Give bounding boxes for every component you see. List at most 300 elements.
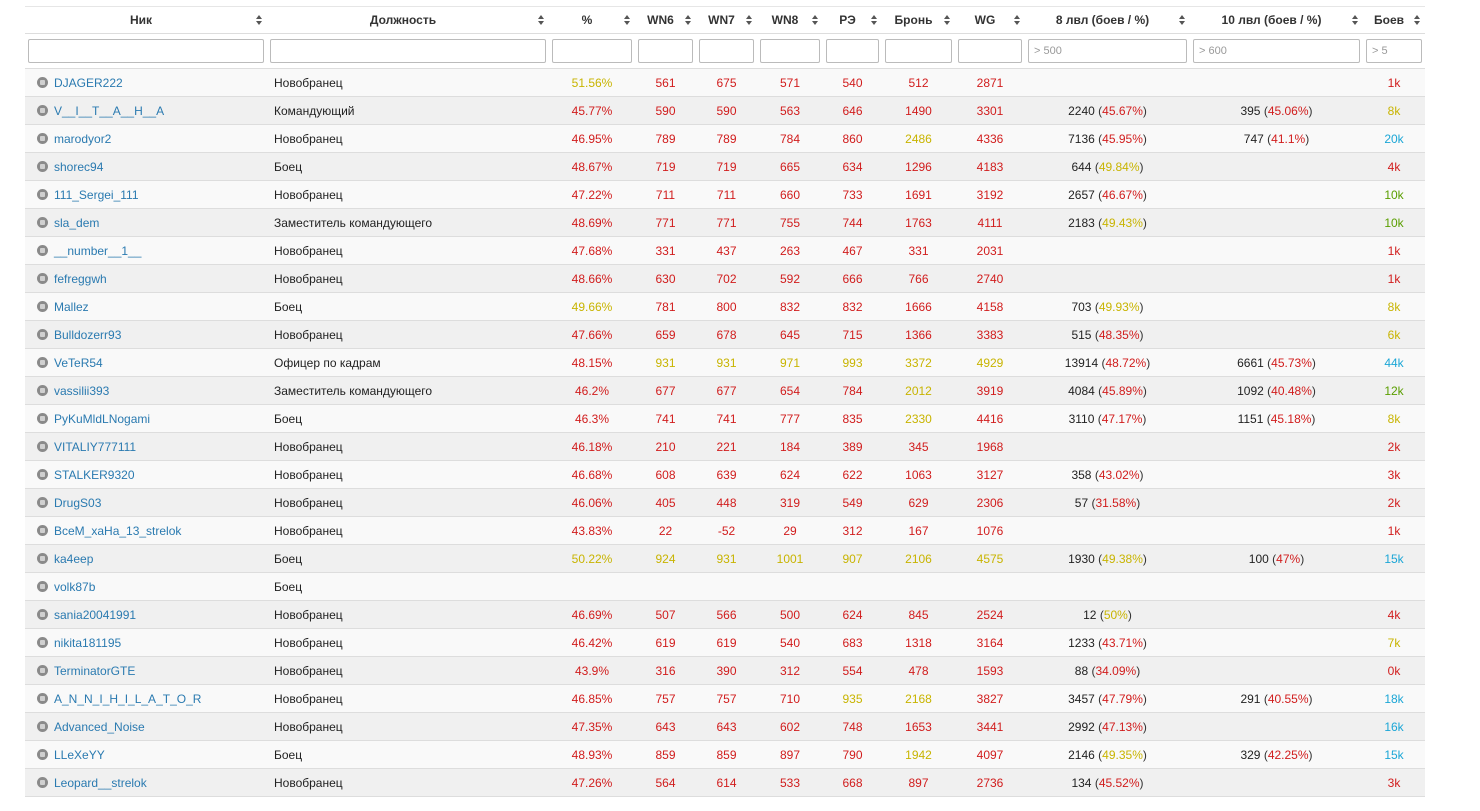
tank-icon xyxy=(37,777,48,788)
role-text: Боец xyxy=(274,159,303,174)
winrate-value: 50.22% xyxy=(571,551,613,566)
role-text: Боец xyxy=(274,579,303,594)
efficiency-value: 540 xyxy=(842,75,863,90)
cell-efficiency xyxy=(823,377,882,405)
battles-value: 7k xyxy=(1387,635,1401,650)
filter-role-input[interactable] xyxy=(270,39,546,63)
role-text: Новобранец xyxy=(274,187,343,202)
column-header-tier8[interactable]: 8 лвл (боев / %) xyxy=(1025,7,1190,34)
column-header-armor[interactable]: Бронь xyxy=(882,7,955,34)
wn7-value: 711 xyxy=(716,187,737,202)
cell-winrate xyxy=(549,265,635,293)
filter-tier10-input[interactable] xyxy=(1193,39,1360,63)
cell-tier10 xyxy=(1190,573,1363,601)
wn6-value: 608 xyxy=(655,467,676,482)
wn8-value: 755 xyxy=(779,215,801,230)
armor-value: 845 xyxy=(908,607,929,622)
tank-icon xyxy=(37,217,48,228)
cell-wn6 xyxy=(635,545,696,573)
wg-value: 4336 xyxy=(976,131,1004,146)
tier10-winrate: 47% xyxy=(1276,551,1301,566)
tank-icon xyxy=(37,385,48,396)
winrate-value: 48.66% xyxy=(571,271,613,286)
column-header-wn7[interactable]: WN7 xyxy=(696,7,757,34)
cell-tier10 xyxy=(1190,517,1363,545)
player-link[interactable]: 111_Sergei_111 xyxy=(54,187,139,202)
cell-efficiency xyxy=(823,629,882,657)
wg-value: 2306 xyxy=(976,495,1004,510)
cell-wn7 xyxy=(696,741,757,769)
cell-nick xyxy=(25,405,267,433)
battles-value: 1k xyxy=(1387,75,1401,90)
player-link[interactable]: STALKER9320 xyxy=(54,467,135,482)
role-text: Командующий xyxy=(274,103,355,118)
cell-nick xyxy=(25,377,267,405)
tier10-winrate: 45.18% xyxy=(1270,411,1312,426)
table-row xyxy=(25,517,1425,545)
tank-icon xyxy=(37,497,48,508)
table-row xyxy=(25,545,1425,573)
tier8-battles: 88 xyxy=(1074,663,1089,678)
role-text: Боец xyxy=(274,411,303,426)
cell-tier8: 12 (50%) xyxy=(1025,601,1190,629)
winrate-value: 45.77% xyxy=(571,103,613,118)
wn7-value: -52 xyxy=(717,523,736,538)
winrate-value: 46.3% xyxy=(574,411,610,426)
cell-role xyxy=(267,97,549,125)
wg-value: 1593 xyxy=(976,663,1004,678)
header-row xyxy=(25,7,1425,34)
wn6-value: 564 xyxy=(655,775,676,790)
column-header-tier10[interactable]: 10 лвл (боев / %) xyxy=(1190,7,1363,34)
tank-icon xyxy=(37,525,48,536)
cell-tier8: 358 (43.02%) xyxy=(1025,461,1190,489)
cell-efficiency xyxy=(823,321,882,349)
filter-tier8-input[interactable] xyxy=(1028,39,1187,63)
cell-wg xyxy=(955,237,1025,265)
tank-icon xyxy=(37,469,48,480)
wg-value: 3919 xyxy=(976,383,1004,398)
cell-role xyxy=(267,209,549,237)
wn7-value: 639 xyxy=(716,467,737,482)
battles-value: 3k xyxy=(1387,467,1401,482)
cell-efficiency xyxy=(823,69,882,97)
tier8-battles: 2240 xyxy=(1068,103,1095,118)
player-link[interactable]: sla_dem xyxy=(54,215,100,230)
cell-role xyxy=(267,153,549,181)
wn6-value: 619 xyxy=(655,635,676,650)
cell-wn8 xyxy=(757,741,823,769)
cell-armor xyxy=(882,405,955,433)
winrate-value: 46.42% xyxy=(571,635,613,650)
armor-value: 345 xyxy=(908,439,929,454)
wn7-value: 590 xyxy=(716,103,737,118)
cell-winrate xyxy=(549,685,635,713)
wn8-value: 29 xyxy=(783,523,797,538)
role-text: Новобранец xyxy=(274,607,343,622)
wg-value: 1076 xyxy=(976,523,1004,538)
role-text: Новобранец xyxy=(274,719,343,734)
table-row xyxy=(25,265,1425,293)
tier8-battles: 13914 xyxy=(1064,355,1099,370)
battles-value: 15k xyxy=(1384,551,1404,566)
cell-wn8 xyxy=(757,545,823,573)
wn8-value: 602 xyxy=(779,719,801,734)
cell-armor xyxy=(882,741,955,769)
cell-wg xyxy=(955,629,1025,657)
cell-winrate xyxy=(549,433,635,461)
cell-nick xyxy=(25,349,267,377)
cell-winrate xyxy=(549,657,635,685)
cell-wn6 xyxy=(635,181,696,209)
cell-wn6 xyxy=(635,69,696,97)
tier10-battles: 100 xyxy=(1248,551,1269,566)
tank-icon xyxy=(37,609,48,620)
wg-value: 2524 xyxy=(976,607,1004,622)
cell-wn8 xyxy=(757,377,823,405)
cell-armor xyxy=(882,209,955,237)
table-row xyxy=(25,153,1425,181)
player-link[interactable]: volk87b xyxy=(54,579,96,594)
cell-armor xyxy=(882,433,955,461)
wn8-value: 832 xyxy=(779,299,801,314)
cell-efficiency xyxy=(823,713,882,741)
cell-winrate xyxy=(549,125,635,153)
cell-battles xyxy=(1363,657,1425,685)
player-link[interactable]: Leopard__strelok xyxy=(54,775,147,790)
armor-value: 2168 xyxy=(905,691,932,706)
cell-nick xyxy=(25,601,267,629)
winrate-value: 48.67% xyxy=(571,159,613,174)
battles-value: 0k xyxy=(1387,663,1401,678)
player-link[interactable]: shorec94 xyxy=(54,159,104,174)
player-link[interactable]: A_N_N_I_H_I_L_A_T_O_R xyxy=(54,691,202,706)
sort-icon xyxy=(1014,15,1021,25)
player-link[interactable]: PyKuMldLNogami xyxy=(54,411,151,426)
tier8-battles: 703 xyxy=(1071,299,1092,314)
tank-icon xyxy=(37,413,48,424)
wn6-value: 771 xyxy=(655,215,676,230)
wn7-value: 719 xyxy=(716,159,737,174)
cell-nick xyxy=(25,713,267,741)
player-link[interactable]: DJAGER222 xyxy=(54,75,123,90)
sort-icon xyxy=(1414,15,1421,25)
wn7-value: 614 xyxy=(716,775,737,790)
cell-efficiency xyxy=(823,685,882,713)
player-link[interactable]: __number__1__ xyxy=(54,243,142,258)
cell-wn6 xyxy=(635,769,696,797)
efficiency-value: 935 xyxy=(842,691,863,706)
cell-winrate xyxy=(549,377,635,405)
winrate-value: 48.93% xyxy=(571,747,613,762)
sort-icon xyxy=(685,15,692,25)
cell-wn7 xyxy=(696,573,757,601)
cell-nick xyxy=(25,237,267,265)
table-row xyxy=(25,769,1425,797)
armor-value: 2330 xyxy=(905,411,932,426)
tier8-winrate: 47.79% xyxy=(1102,691,1143,706)
cell-efficiency xyxy=(823,573,882,601)
wn8-value: 1001 xyxy=(776,551,804,566)
wn6-value: 659 xyxy=(655,327,676,342)
tank-icon xyxy=(37,693,48,704)
cell-wn7 xyxy=(696,405,757,433)
tier8-winrate: 49.93% xyxy=(1098,299,1140,314)
cell-wn6 xyxy=(635,377,696,405)
filter-nick-input[interactable] xyxy=(28,39,264,63)
cell-wg xyxy=(955,293,1025,321)
efficiency-value: 784 xyxy=(842,383,863,398)
cell-wg xyxy=(955,153,1025,181)
battles-value: 2k xyxy=(1387,495,1401,510)
cell-winrate xyxy=(549,713,635,741)
cell-nick xyxy=(25,153,267,181)
armor-value: 1691 xyxy=(905,187,932,202)
cell-winrate xyxy=(549,97,635,125)
cell-armor xyxy=(882,237,955,265)
player-link[interactable]: marodyor2 xyxy=(54,131,112,146)
wg-value: 2031 xyxy=(976,243,1004,258)
cell-wn8 xyxy=(757,433,823,461)
cell-wn8 xyxy=(757,293,823,321)
tank-icon xyxy=(37,721,48,732)
cell-tier8: 88 (34.09%) xyxy=(1025,657,1190,685)
cell-tier10 xyxy=(1190,69,1363,97)
battles-value: 8k xyxy=(1387,411,1401,426)
cell-role xyxy=(267,517,549,545)
cell-tier8: 2992 (47.13%) xyxy=(1025,713,1190,741)
cell-tier8: 2183 (49.43%) xyxy=(1025,209,1190,237)
cell-efficiency xyxy=(823,741,882,769)
armor-value: 1318 xyxy=(905,635,932,650)
wn7-value: 757 xyxy=(716,691,737,706)
cell-winrate xyxy=(549,629,635,657)
player-link[interactable]: sania20041991 xyxy=(54,607,137,622)
player-link[interactable]: VITALIY777111 xyxy=(54,439,137,454)
cell-efficiency xyxy=(823,293,882,321)
tier8-battles: 12 xyxy=(1083,607,1097,622)
filter-wn6-input[interactable] xyxy=(638,39,693,63)
sort-icon xyxy=(256,15,263,25)
tier10-battles: 395 xyxy=(1240,103,1261,118)
cell-tier8 xyxy=(1025,517,1190,545)
cell-winrate xyxy=(549,461,635,489)
tank-icon xyxy=(37,133,48,144)
cell-armor xyxy=(882,125,955,153)
cell-wn8 xyxy=(757,265,823,293)
cell-wn7 xyxy=(696,209,757,237)
column-header-role[interactable]: Должность xyxy=(267,7,549,34)
column-header-wn8[interactable]: WN8 xyxy=(757,7,823,34)
cell-tier10 xyxy=(1190,461,1363,489)
tank-icon xyxy=(37,301,48,312)
column-header-efficiency[interactable]: РЭ xyxy=(823,7,882,34)
cell-role xyxy=(267,433,549,461)
table-row xyxy=(25,181,1425,209)
cell-role xyxy=(267,601,549,629)
tier8-battles: 1233 xyxy=(1068,635,1095,650)
cell-wg xyxy=(955,433,1025,461)
tier8-winrate: 34.09% xyxy=(1095,663,1137,678)
cell-tier10 xyxy=(1190,209,1363,237)
cell-role xyxy=(267,769,549,797)
wn8-value: 312 xyxy=(779,663,801,678)
filter-wn8-input[interactable] xyxy=(760,39,820,63)
column-header-wn6[interactable]: WN6 xyxy=(635,7,696,34)
column-header-wg[interactable]: WG xyxy=(955,7,1025,34)
filter-winrate-input[interactable] xyxy=(552,39,632,63)
cell-tier10: 747 (41.1%) xyxy=(1190,125,1363,153)
table-row xyxy=(25,685,1425,713)
filter-efficiency-input[interactable] xyxy=(826,39,879,63)
player-link[interactable]: nikita181195 xyxy=(54,635,122,650)
column-header-battles[interactable]: Боев xyxy=(1363,7,1425,34)
tank-icon xyxy=(37,749,48,760)
cell-wg xyxy=(955,265,1025,293)
player-link[interactable]: Advanced_Noise xyxy=(54,719,145,734)
cell-role xyxy=(267,69,549,97)
cell-wg xyxy=(955,517,1025,545)
cell-wn8 xyxy=(757,125,823,153)
cell-tier10: 329 (42.25%) xyxy=(1190,741,1363,769)
cell-wn8 xyxy=(757,769,823,797)
cell-nick xyxy=(25,573,267,601)
cell-efficiency xyxy=(823,769,882,797)
cell-armor xyxy=(882,377,955,405)
armor-value: 1366 xyxy=(905,327,932,342)
role-text: Новобранец xyxy=(274,775,343,790)
filter-armor-input[interactable] xyxy=(885,39,952,63)
cell-wn7 xyxy=(696,181,757,209)
player-link[interactable]: fefreggwh xyxy=(54,271,107,286)
cell-wg xyxy=(955,545,1025,573)
cell-role xyxy=(267,629,549,657)
efficiency-value: 835 xyxy=(842,411,863,426)
efficiency-value: 624 xyxy=(842,607,863,622)
efficiency-value: 683 xyxy=(842,635,863,650)
armor-value: 3372 xyxy=(905,355,932,370)
wg-value: 3827 xyxy=(976,691,1004,706)
cell-tier8: 1233 (43.71%) xyxy=(1025,629,1190,657)
tier8-battles: 2992 xyxy=(1068,719,1095,734)
cell-armor xyxy=(882,181,955,209)
player-link[interactable]: Mallez xyxy=(54,299,89,314)
cell-armor xyxy=(882,265,955,293)
cell-role xyxy=(267,237,549,265)
cell-role xyxy=(267,685,549,713)
player-link[interactable]: Bulldozerr93 xyxy=(54,327,122,342)
cell-winrate xyxy=(549,293,635,321)
table-row xyxy=(25,293,1425,321)
cell-battles xyxy=(1363,265,1425,293)
cell-tier8 xyxy=(1025,433,1190,461)
tier8-battles: 358 xyxy=(1071,467,1092,482)
cell-wn6 xyxy=(635,517,696,545)
tier8-winrate: 31.58% xyxy=(1095,495,1137,510)
winrate-value: 48.69% xyxy=(571,215,613,230)
winrate-value: 49.66% xyxy=(571,299,613,314)
cell-tier8: 1930 (49.38%) xyxy=(1025,545,1190,573)
cell-wn7 xyxy=(696,125,757,153)
cell-nick xyxy=(25,741,267,769)
cell-wn6 xyxy=(635,237,696,265)
table-row xyxy=(25,601,1425,629)
wg-value: 4929 xyxy=(976,355,1004,370)
cell-tier10 xyxy=(1190,657,1363,685)
cell-nick xyxy=(25,321,267,349)
cell-efficiency xyxy=(823,405,882,433)
wn7-value: 619 xyxy=(716,635,737,650)
player-link[interactable]: BceM_xaHa_13_strelok xyxy=(54,523,182,538)
tank-icon xyxy=(37,553,48,564)
player-link[interactable]: ka4eep xyxy=(54,551,94,566)
wg-value: 4097 xyxy=(976,747,1004,762)
cell-winrate xyxy=(549,405,635,433)
cell-wn8 xyxy=(757,69,823,97)
wn8-value: 500 xyxy=(779,607,801,622)
column-header-winrate[interactable]: % xyxy=(549,7,635,34)
filter-battles-input[interactable] xyxy=(1366,39,1422,63)
cell-battles xyxy=(1363,349,1425,377)
player-link[interactable]: TerminatorGTE xyxy=(54,663,136,678)
cell-wn7 xyxy=(696,69,757,97)
tier8-battles: 3457 xyxy=(1068,691,1095,706)
player-link[interactable]: VeTeR54 xyxy=(54,355,103,370)
table-row xyxy=(25,489,1425,517)
cell-armor xyxy=(882,573,955,601)
cell-efficiency xyxy=(823,349,882,377)
cell-wg xyxy=(955,685,1025,713)
winrate-value: 47.35% xyxy=(571,719,613,734)
cell-tier10 xyxy=(1190,181,1363,209)
wn7-value: 566 xyxy=(716,607,737,622)
cell-wn7 xyxy=(696,601,757,629)
filter-wn7-input[interactable] xyxy=(699,39,754,63)
cell-winrate xyxy=(549,601,635,629)
player-link[interactable]: LLeXeYY xyxy=(54,747,105,762)
cell-wn6 xyxy=(635,489,696,517)
cell-armor xyxy=(882,349,955,377)
cell-tier10 xyxy=(1190,601,1363,629)
player-link[interactable]: DrugS03 xyxy=(54,495,102,510)
cell-wn8 xyxy=(757,405,823,433)
cell-nick xyxy=(25,69,267,97)
cell-armor xyxy=(882,601,955,629)
tier8-battles: 2183 xyxy=(1068,215,1095,230)
cell-wn7 xyxy=(696,433,757,461)
armor-value: 2012 xyxy=(905,383,932,398)
player-link[interactable]: V__I__T__A__H__A xyxy=(54,103,165,118)
cell-wn7 xyxy=(696,237,757,265)
tier8-battles: 2146 xyxy=(1068,747,1095,762)
wn7-value: 771 xyxy=(716,215,737,230)
wn6-value: 590 xyxy=(655,103,676,118)
tier8-battles: 515 xyxy=(1071,327,1092,342)
cell-wg xyxy=(955,601,1025,629)
table-row xyxy=(25,69,1425,97)
wn7-value: 643 xyxy=(716,719,737,734)
cell-tier8 xyxy=(1025,265,1190,293)
player-link[interactable]: vassilii393 xyxy=(54,383,110,398)
column-header-nick[interactable]: Ник xyxy=(25,7,267,34)
filter-wg-input[interactable] xyxy=(958,39,1022,63)
role-text: Новобранец xyxy=(274,327,343,342)
cell-wg xyxy=(955,377,1025,405)
battles-value: 12k xyxy=(1384,383,1404,398)
tier10-winrate: 45.06% xyxy=(1267,103,1309,118)
tank-icon xyxy=(37,77,48,88)
cell-tier10 xyxy=(1190,237,1363,265)
